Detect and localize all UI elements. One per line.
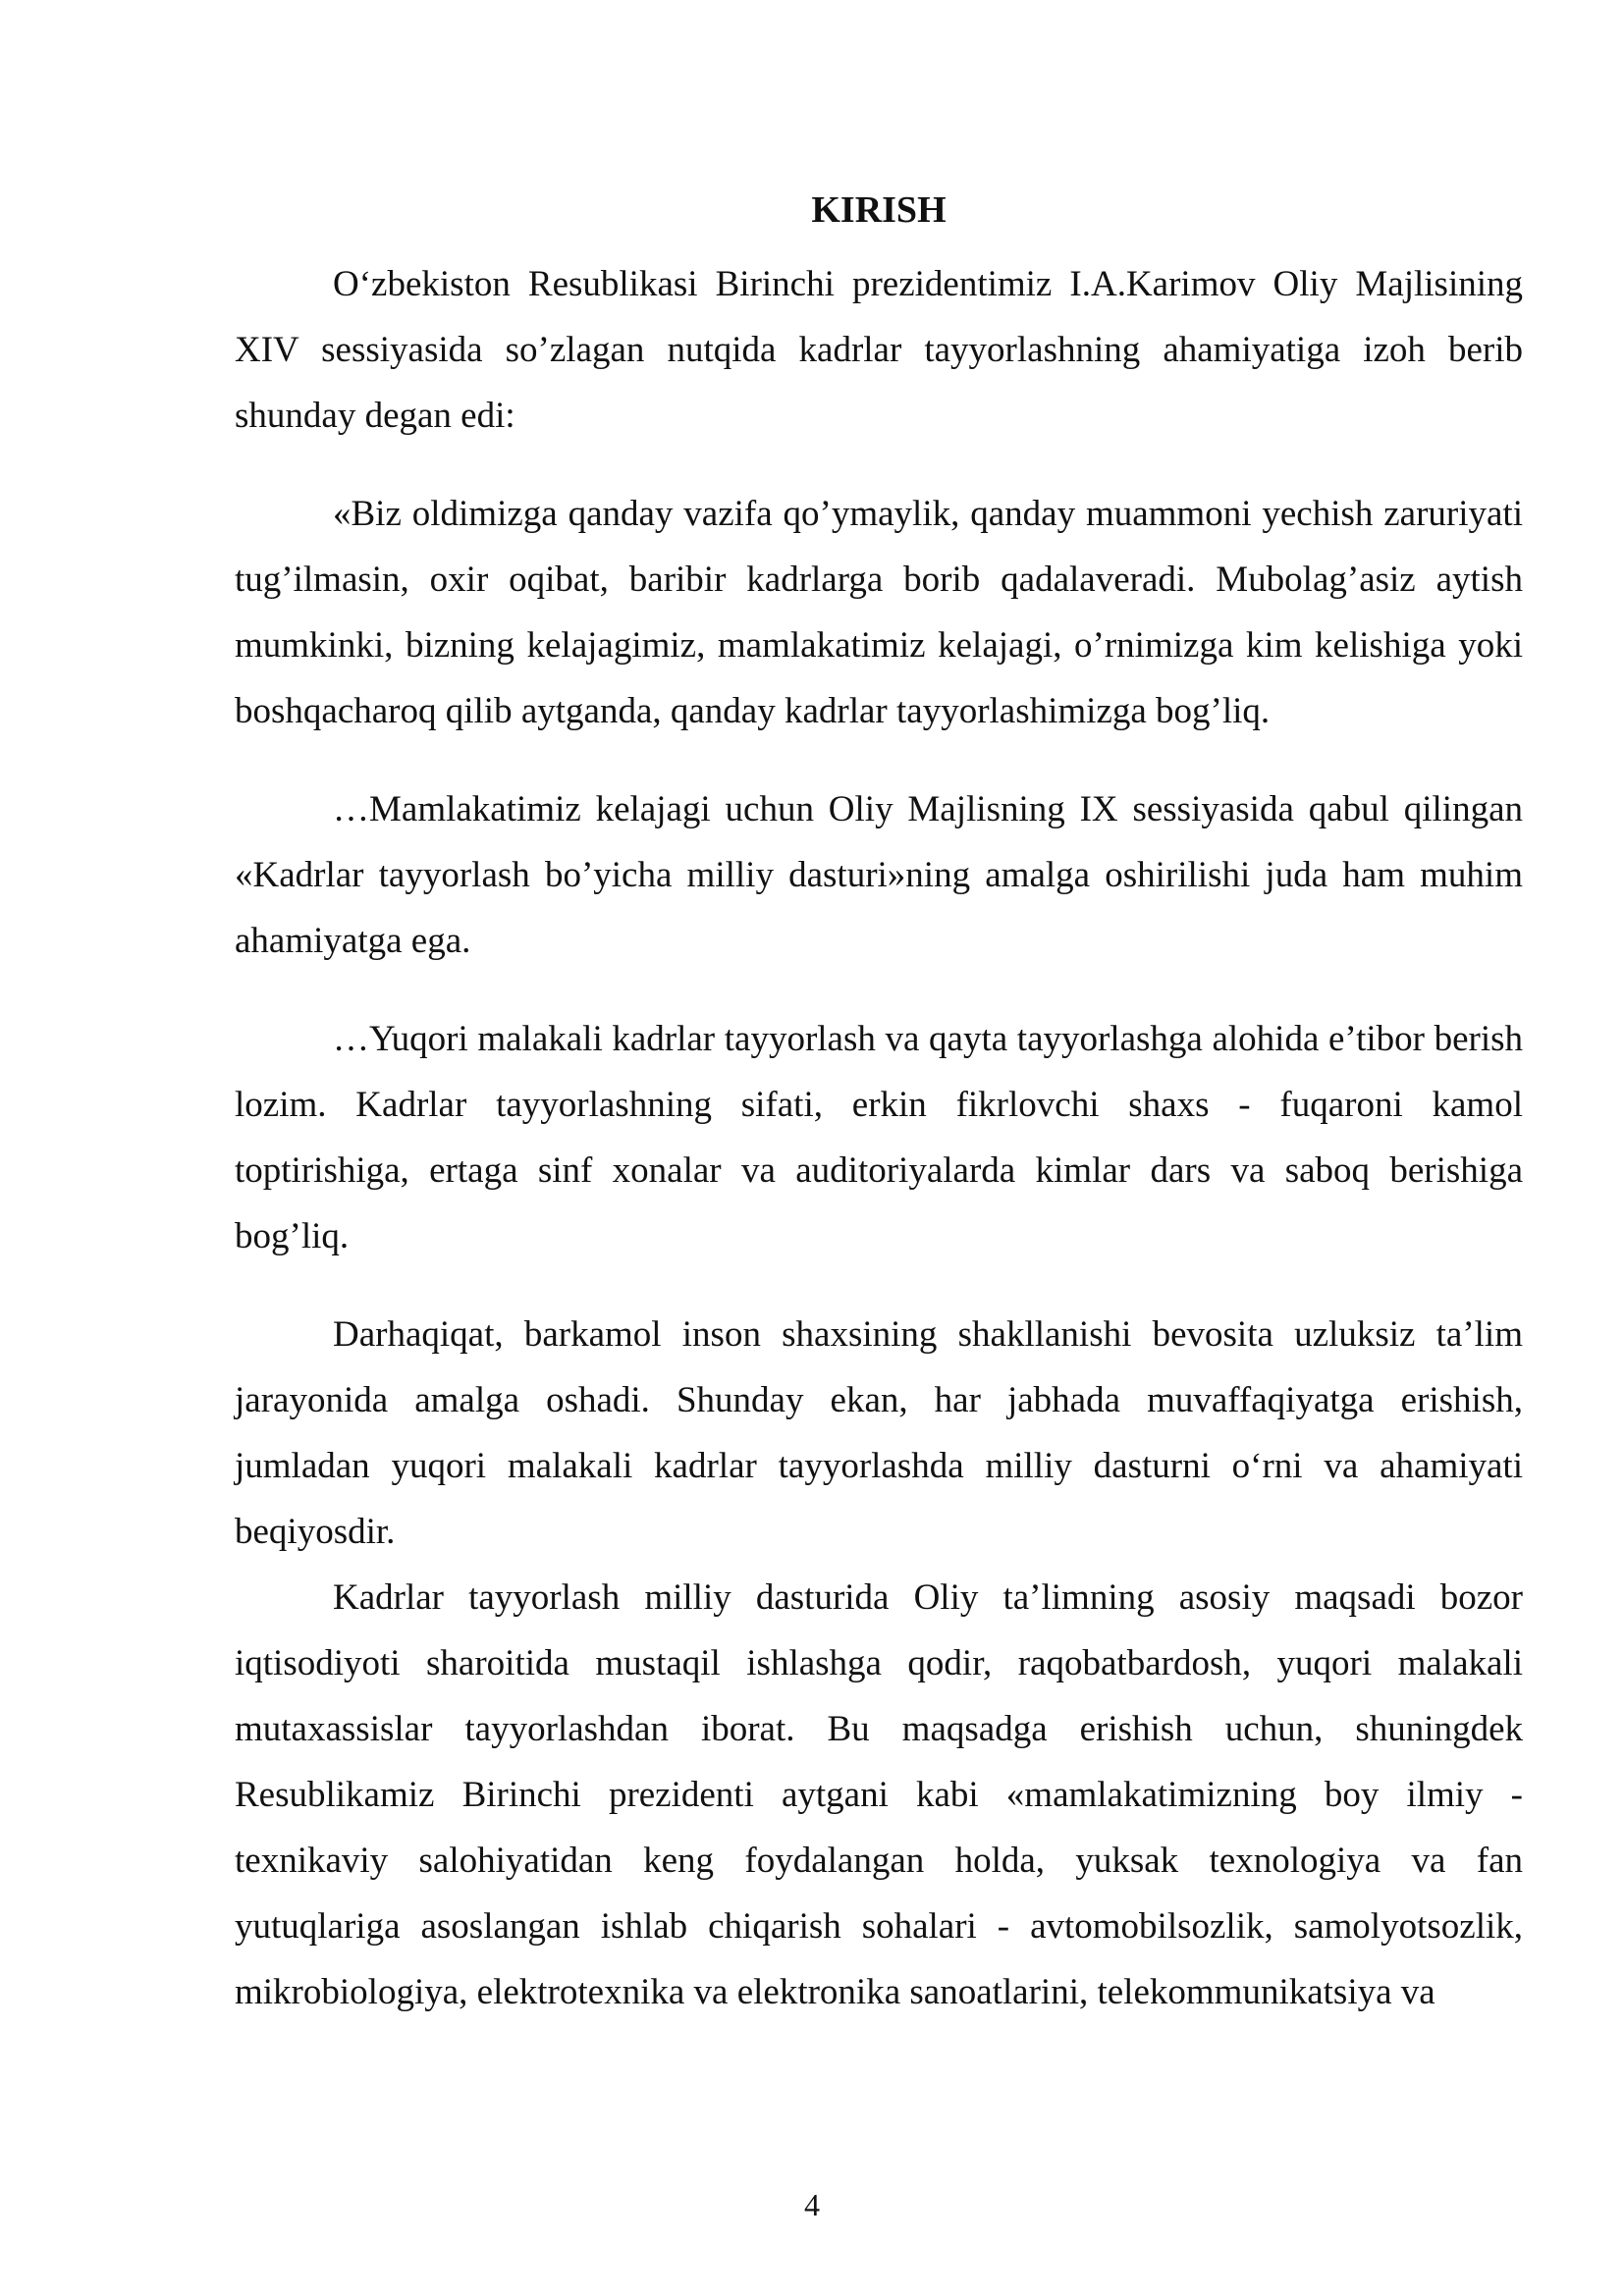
paragraph-quote-3: …Yuqori malakali kadrlar tayyorlash va qayta tayyorlashga alohida e’tibor berish lozim. Kadrlar tayyorlashning sifati, erkin fikrlovchi shaxs - fuqaroni kamol toptirishiga, ertaga sinf xonalar va auditoriyalarda kimlar dars va saboq berishiga bog’liq. bbox=[235, 1019, 1523, 1256]
paragraph-darhaqiqat: Darhaqiqat, barkamol inson shaxsining shakllanishi bevosita uzluksiz ta’lim jarayonida amalga oshadi. Shunday ekan, har jabhada muvaffaqiyatga erishish, jumladan yuqori malakali kadrlar tayyorlashda milliy dasturni o‘rni va ahamiyati beqiyosdir. bbox=[235, 1314, 1523, 1552]
page-number: 4 bbox=[804, 2187, 820, 2222]
paragraph-quote-2: …Mamlakatimiz kelajagi uchun Oliy Majlisning IX sessiyasida qabul qilingan «Kadrlar tayyorlash bo’yicha milliy dasturi»ning amalga oshirilishi juda ham muhim ahamiyatga ega. bbox=[235, 789, 1523, 961]
section-title: KIRISH bbox=[811, 189, 947, 231]
page-content bbox=[235, 187, 1523, 2025]
paragraph-kadrlar: Kadrlar tayyorlash milliy dasturida Oliy ta’limning asosiy maqsadi bozor iqtisodiyoti sharoitida mustaqil ishlashga qodir, raqobatbardosh, yuqori malakali mutaxassislar tayyorlashdan iborat. Bu maqsadga erishish uchun, shuningdek Resublikamiz Birinchi prezidenti aytgani kabi «mamlakatimizning boy ilmiy - texnikaviy salohiyatidan keng foydalangan holda, yuksak texnologiya va fan yutuqlariga asoslangan ishlab chiqarish sohalari - avtomobilsozlik, samolyotsozlik, mikrobiologiya, elektrotexnika va elektronika sanoatlarini, telekommunikatsiya va bbox=[235, 1577, 1523, 2012]
paragraph-intro: O‘zbekiston Resublikasi Birinchi prezidentimiz I.A.Karimov Oliy Majlisining XIV sessiyasida so’zlagan nutqida kadrlar tayyorlashning ahamiyatiga izoh berib shunday degan edi: bbox=[235, 264, 1523, 436]
paragraph-quote-1: «Biz oldimizga qanday vazifa qo’ymaylik, qanday muammoni yechish zaruriyati tug’ilmasin, oxir oqibat, baribir kadrlarga borib qadalaveradi. Mubolag’asiz aytish mumkinki, bizning kelajagimiz, mamlakatimiz kelajagi, o’rnimizga kim kelishiga yoki boshqacharoq qilib aytganda, qanday kadrlar tayyorlashimizga bog’liq. bbox=[235, 494, 1523, 731]
